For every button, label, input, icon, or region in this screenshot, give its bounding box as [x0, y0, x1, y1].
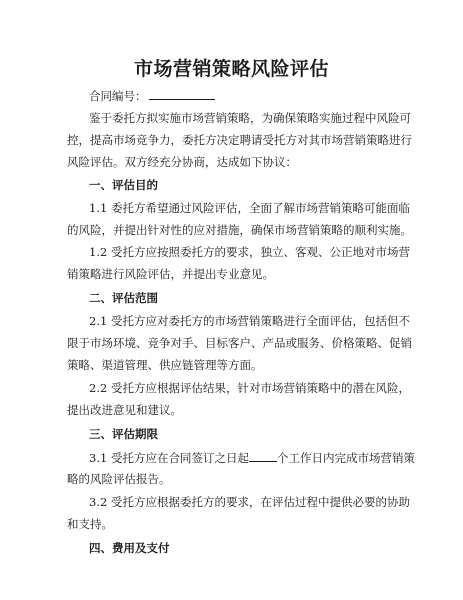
paragraph-1-1-line-1: 1.1 委托方希望通过风险评估，全面了解市场营销策略可能面临 [89, 201, 410, 215]
intro-line-3: 风险评估。双方经充分协商，达成如下协议： [67, 155, 297, 169]
workdays-blank [249, 450, 277, 462]
paragraph-3-2-line-2: 和支持。 [67, 517, 113, 531]
intro-line-1: 鉴于委托方拟实施市场营销策略，为确保策略实施过程中风险可 [89, 111, 411, 125]
paragraph-2-1-line-1: 2.1 受托方应对委托方的市场营销策略进行全面评估，包括但不 [89, 314, 410, 328]
contract-number-label: 合同编号： [89, 89, 147, 103]
paragraph-3-1-line-1 [89, 450, 415, 465]
section-heading-1: 一、评估目的 [89, 178, 158, 192]
contract-number-line [89, 88, 407, 103]
paragraph-3-1-text-after: 个工作日内完成市场营销策 [276, 451, 415, 465]
paragraph-3-1-text-before: 3.1 受托方应在合同签订之日起 [89, 451, 249, 465]
paragraph-1-1-line-2: 的风险，并提出针对性的应对措施，确保市场营销策略的顺利实施。 [67, 223, 412, 237]
intro-line-2: 控，提高市场竞争力，委托方决定聘请受托方对其市场营销策略进行 [67, 133, 412, 147]
paragraph-2-2-line-1: 2.2 受托方应根据评估结果，针对市场营销策略中的潜在风险， [89, 381, 410, 395]
paragraph-1-2-line-2: 销策略进行风险评估，并提出专业意见。 [67, 267, 274, 281]
document-title: 市场营销策略风险评估 [133, 58, 329, 80]
paragraph-3-2-line-1: 3.2 受托方应根据委托方的要求，在评估过程中提供必要的协助 [89, 495, 410, 509]
section-heading-4: 四、费用及支付 [89, 541, 170, 555]
paragraph-1-2-line-1: 1.2 受托方应按照委托方的要求，独立、客观、公正地对市场营 [89, 245, 410, 259]
section-heading-3: 三、评估期限 [89, 427, 158, 441]
paragraph-2-2-line-2: 提出改进意见和建议。 [67, 403, 182, 417]
paragraph-2-1-line-3: 策略、渠道管理、供应链管理等方面。 [67, 358, 263, 372]
paragraph-2-1-line-2: 限于市场环境、竞争对手、目标客户、产品或服务、价格策略、促销 [67, 336, 412, 350]
paragraph-3-1-line-2: 略的风险评估报告。 [67, 472, 171, 486]
contract-number-blank [149, 88, 215, 100]
section-heading-2: 二、评估范围 [89, 291, 158, 305]
